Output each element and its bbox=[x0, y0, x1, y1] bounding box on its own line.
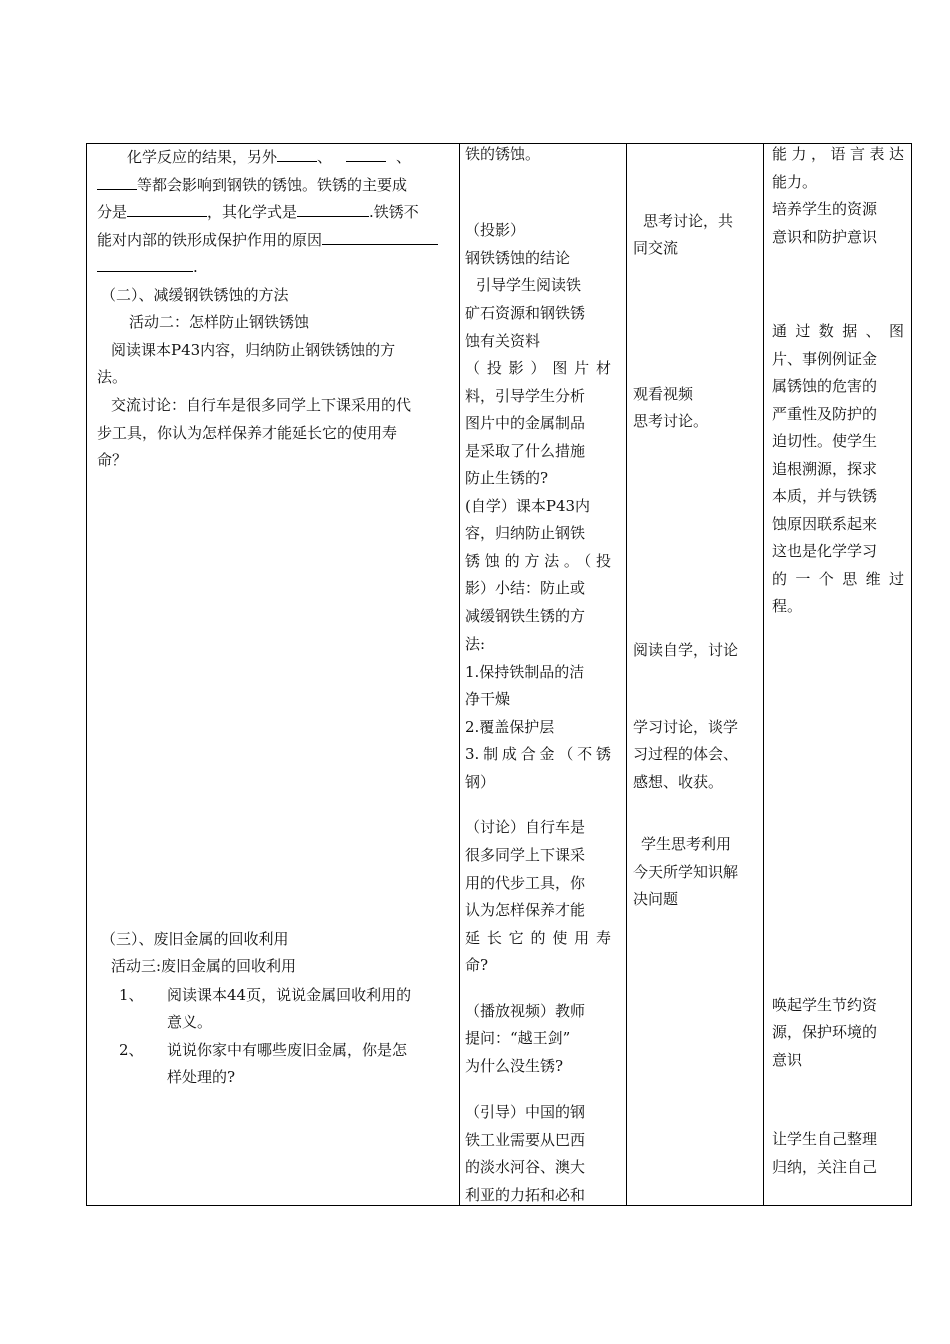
design-intent-line: 属锈蚀的危害的 bbox=[772, 377, 878, 395]
teacher-activity-line: 减缓钢铁生锈的方 bbox=[465, 607, 586, 625]
blank-field bbox=[346, 147, 386, 162]
student-activity-line: 思考讨论，共 bbox=[643, 212, 734, 230]
activity-heading-3: 活动三:废旧金属的回收利用 bbox=[111, 957, 297, 975]
teacher-activity-line: （引导）中国的钢 bbox=[465, 1103, 586, 1121]
teacher-activity-line: 法: bbox=[465, 635, 486, 653]
design-intent-line: 能力，语言表达 bbox=[772, 145, 904, 163]
discussion-line: 步工具，你认为怎样保养才能延长它的使用寿 bbox=[97, 424, 398, 442]
design-intent-line: 通过数据、图 bbox=[772, 322, 904, 340]
student-activity-line: 学生思考利用 bbox=[641, 835, 732, 853]
list-item bbox=[119, 985, 411, 1005]
teacher-activity-line: 的淡水河谷、澳大 bbox=[465, 1158, 586, 1176]
text-segment: 分是 bbox=[97, 203, 128, 221]
teacher-activity-line: 容，归纳防止钢铁 bbox=[465, 524, 586, 542]
design-intent-line: 这也是化学学习 bbox=[772, 542, 878, 560]
student-activity-line: 习过程的体会、 bbox=[633, 745, 739, 763]
design-intent-line: 片、事例例证金 bbox=[772, 350, 878, 368]
teacher-activity-line: 净干燥 bbox=[465, 690, 511, 708]
blank-field bbox=[297, 202, 369, 217]
design-intent-line: 迫切性。使学生 bbox=[772, 432, 878, 450]
list-item-text: 阅读课本44页，说说金属回收利用的 bbox=[167, 986, 412, 1004]
design-intent-line: 意识和防护意识 bbox=[772, 228, 878, 246]
teacher-activity-line: 延长它的使用寿 bbox=[465, 929, 611, 947]
student-activity-line: 阅读自学，讨论 bbox=[633, 641, 739, 659]
design-intent-line: 蚀原因联系起来 bbox=[772, 515, 878, 533]
teacher-activity-line: 1.保持铁制品的洁 bbox=[465, 663, 585, 681]
design-intent-line: 的一个思维过 bbox=[772, 570, 904, 588]
design-intent-line: 本质，并与铁锈 bbox=[772, 487, 878, 505]
design-intent-line: 归纳，关注自己 bbox=[772, 1158, 878, 1176]
teacher-activity-line: 用的代步工具，你 bbox=[465, 874, 586, 892]
section-heading-3: （三）、废旧金属的回收利用 bbox=[101, 930, 289, 948]
teacher-activity-line: 钢铁锈蚀的结论 bbox=[465, 249, 571, 267]
blank-field bbox=[277, 147, 317, 162]
teacher-activity-line: 矿石资源和钢铁锈 bbox=[465, 304, 586, 322]
teacher-activity-line: 图片中的金属制品 bbox=[465, 414, 586, 432]
fill-blank-line-4 bbox=[97, 230, 438, 250]
discussion-line: 交流讨论：自行车是很多同学上下课采用的代 bbox=[111, 396, 412, 414]
teacher-activity-line: 很多同学上下课采 bbox=[465, 846, 586, 864]
student-activity-line: 同交流 bbox=[633, 239, 679, 257]
student-activity-line: 学习讨论，谈学 bbox=[633, 718, 739, 736]
design-intent-column bbox=[764, 144, 912, 1205]
teacher-activity-line: 钢） bbox=[465, 773, 496, 791]
teacher-activity-line: 锈蚀的方法。（投 bbox=[465, 552, 611, 570]
teacher-activity-line: (自学）课本P43内 bbox=[465, 497, 591, 515]
teacher-activity-line: （投影） bbox=[465, 221, 526, 239]
section-heading-2: （二）、减缓钢铁锈蚀的方法 bbox=[101, 286, 289, 304]
design-intent-line: 让学生自己整理 bbox=[772, 1130, 878, 1148]
teacher-activity-line: 提问：“越王剑” bbox=[465, 1029, 571, 1047]
fill-blank-line-2 bbox=[97, 175, 407, 195]
text-segment: . bbox=[193, 258, 198, 276]
teacher-activity-line: 影）小结：防止或 bbox=[465, 579, 586, 597]
teacher-activity-line: 2.覆盖保护层 bbox=[465, 718, 555, 736]
fill-blank-line-3 bbox=[97, 202, 419, 222]
text-segment: 、 bbox=[396, 148, 412, 166]
design-intent-line: 意识 bbox=[772, 1051, 803, 1069]
text-segment: 化学反应的结果，另外 bbox=[127, 148, 278, 166]
reading-task-line: 法。 bbox=[97, 368, 128, 386]
design-intent-line: 程。 bbox=[772, 597, 803, 615]
text-segment: 等都会影响到钢铁的锈蚀。铁锈的主要成 bbox=[137, 176, 408, 194]
student-activity-line: 决问题 bbox=[633, 890, 679, 908]
discussion-line: 命？ bbox=[97, 451, 128, 469]
teacher-activity-line: （播放视频）教师 bbox=[465, 1002, 586, 1020]
design-intent-line: 追根溯源，探求 bbox=[772, 460, 878, 478]
list-item-number: 2、 bbox=[119, 1041, 144, 1059]
teacher-activity-line: 引导学生阅读铁 bbox=[476, 276, 582, 294]
teacher-activity-line: （投影）图片材 bbox=[465, 359, 611, 377]
text-segment: 、 bbox=[317, 148, 333, 166]
teacher-activity-column bbox=[460, 144, 626, 1205]
text-segment: 能对内部的铁形成保护作用的原因 bbox=[97, 231, 323, 249]
student-activity-line: 思考讨论。 bbox=[633, 412, 709, 430]
fill-blank-line-1 bbox=[127, 147, 411, 167]
teacher-activity-line: 为什么没生锈? bbox=[465, 1057, 564, 1075]
blank-field bbox=[127, 202, 207, 217]
student-activity-line: 今天所学知识解 bbox=[633, 863, 739, 881]
student-activity-line: 观看视频 bbox=[633, 385, 694, 403]
design-intent-line: 能力。 bbox=[772, 173, 818, 191]
teacher-activity-line: 认为怎样保养才能 bbox=[465, 901, 586, 919]
blank-field bbox=[97, 257, 193, 272]
teacher-activity-line: 利亚的力拓和必和 bbox=[465, 1186, 586, 1204]
teacher-activity-line: 铁工业需要从巴西 bbox=[465, 1131, 586, 1149]
reading-task-line: 阅读课本P43内容，归纳防止钢铁锈蚀的方 bbox=[111, 341, 396, 359]
list-item bbox=[119, 1040, 407, 1060]
list-item-continuation: 意义。 bbox=[167, 1013, 213, 1031]
list-item-continuation: 样处理的? bbox=[167, 1068, 236, 1086]
student-activity-line: 感想、收获。 bbox=[633, 773, 724, 791]
list-item-text: 说说你家中有哪些废旧金属，你是怎 bbox=[167, 1041, 408, 1059]
design-intent-line: 源，保护环境的 bbox=[772, 1023, 878, 1041]
blank-field bbox=[322, 230, 438, 245]
teacher-activity-line: （讨论）自行车是 bbox=[465, 818, 586, 836]
content-column bbox=[87, 144, 459, 1205]
list-item-number: 1、 bbox=[119, 986, 144, 1004]
teacher-activity-line: 3.制成合金（不锈 bbox=[465, 745, 611, 763]
teacher-activity-line: 铁的锈蚀。 bbox=[465, 145, 541, 163]
fill-blank-line-5 bbox=[97, 257, 198, 277]
text-segment: .铁锈不 bbox=[369, 203, 419, 221]
design-intent-line: 培养学生的资源 bbox=[772, 200, 878, 218]
blank-field bbox=[97, 175, 137, 190]
teacher-activity-line: 料，引导学生分析 bbox=[465, 387, 586, 405]
student-activity-column bbox=[627, 144, 763, 1205]
activity-heading-2: 活动二：怎样防止钢铁锈蚀 bbox=[129, 313, 310, 331]
teacher-activity-line: 蚀有关资料 bbox=[465, 332, 541, 350]
design-intent-line: 唤起学生节约资 bbox=[772, 996, 878, 1014]
teacher-activity-line: 是采取了什么措施 bbox=[465, 442, 586, 460]
teacher-activity-line: 防止生锈的? bbox=[465, 469, 549, 487]
design-intent-line: 严重性及防护的 bbox=[772, 405, 878, 423]
text-segment: ，其化学式是 bbox=[207, 203, 298, 221]
teacher-activity-line: 命? bbox=[465, 956, 489, 974]
lesson-plan-table bbox=[86, 143, 912, 1206]
